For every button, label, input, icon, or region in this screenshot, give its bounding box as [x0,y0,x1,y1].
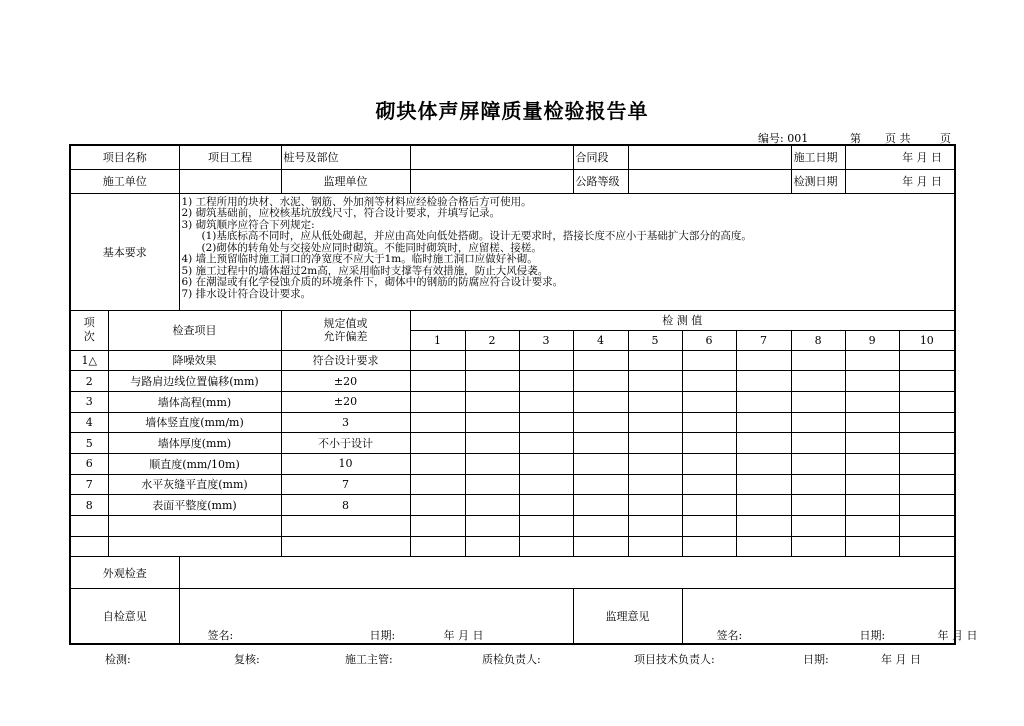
col-item-no: 项 次 [70,310,108,350]
measure-cell[interactable] [791,516,845,537]
measure-cell[interactable] [845,474,899,495]
measure-col-header: 9 [845,330,899,350]
measure-cell[interactable] [682,350,736,371]
measure-cell[interactable] [845,495,899,516]
row-spec: ±20 [281,391,410,412]
measure-cell[interactable] [519,453,573,474]
measure-cell[interactable] [465,433,519,454]
measure-cell[interactable] [628,536,682,557]
measure-cell[interactable] [845,391,899,412]
measure-cell[interactable] [519,536,573,557]
row-no: 4 [70,412,108,433]
row-spec: 不小于设计 [281,433,410,454]
measure-cell[interactable] [465,516,519,537]
road-grade-value[interactable] [628,169,791,193]
self-check-area[interactable] [179,589,573,644]
inspection-date-value[interactable]: 年 月 日 [845,169,955,193]
measure-cell[interactable] [465,536,519,557]
row-no: 5 [70,433,108,454]
row-no: 2 [70,371,108,392]
measure-cell[interactable] [899,391,955,412]
measure-cell[interactable] [736,433,791,454]
construction-unit-label: 施工单位 [70,169,179,193]
measure-cell[interactable] [682,495,736,516]
project-name-value[interactable]: 项目工程 [179,145,281,169]
measure-cell[interactable] [410,495,465,516]
measure-cell[interactable] [736,371,791,392]
requirement-line: 1) 工程所用的块材、水泥、钢筋、外加剂等材料应经检验合格后方可使用。 [181,195,532,208]
measure-col-header: 5 [628,330,682,350]
self-check-date-ymd: 年 月 日 [443,628,484,642]
measure-cell[interactable] [465,371,519,392]
measure-cell[interactable] [573,453,628,474]
row-no: 1△ [70,350,108,371]
table-row [70,391,955,412]
measure-cell[interactable] [465,474,519,495]
measure-cell[interactable] [628,495,682,516]
measure-cell[interactable] [682,371,736,392]
measure-cell[interactable] [791,371,845,392]
row-check-item [108,516,281,537]
measure-cell[interactable] [736,474,791,495]
supervision-unit-label: 监理单位 [281,169,410,193]
measure-cell[interactable] [465,412,519,433]
requirements-text [179,193,955,310]
row-no [70,536,108,557]
appearance-value[interactable] [179,557,955,589]
measure-cell[interactable] [465,350,519,371]
measure-cell[interactable] [628,371,682,392]
footer-tech: 项目技术负责人: [634,653,715,666]
measure-cell[interactable] [845,433,899,454]
measure-cell[interactable] [791,536,845,557]
measure-cell[interactable] [736,391,791,412]
station-value[interactable] [410,145,573,169]
measure-col-header: 8 [791,330,845,350]
row-check-item: 表面平整度(mm) [108,495,281,516]
footer-supervisor: 施工主管: [345,653,393,666]
measure-cell[interactable] [519,391,573,412]
requirement-line: 6) 在潮湿或有化学侵蚀介质的环境条件下，砌体中的钢筋的防腐应符合设计要求。 [181,276,564,288]
measure-cell[interactable] [465,495,519,516]
measure-cell[interactable] [682,474,736,495]
measure-cell[interactable] [845,371,899,392]
footer-qc: 质检负责人: [482,653,541,666]
measure-cell[interactable] [519,350,573,371]
requirements-label: 基本要求 [70,193,179,310]
measure-cell[interactable] [465,453,519,474]
measure-cell[interactable] [791,474,845,495]
page-mid: 页 共 [885,132,911,145]
road-grade-label: 公路等级 [573,169,628,193]
measure-cell[interactable] [628,350,682,371]
measure-cell[interactable] [791,391,845,412]
measure-cell[interactable] [791,433,845,454]
measure-cell[interactable] [410,433,465,454]
table-row [70,433,955,454]
measure-cell[interactable] [736,412,791,433]
contract-value[interactable] [628,145,791,169]
measure-cell[interactable] [628,453,682,474]
measure-cell[interactable] [899,453,955,474]
requirement-line: 5) 施工过程中的墙体超过2m高，应采用临时支撑等有效措施，防止大风侵袭。 [181,264,549,277]
requirement-line: (1)基底标高不同时，应从低处砌起，并应由高处向低处搭砌。设计无要求时，搭接长度不应小于基础扩大部分的高度。 [201,230,752,242]
measure-col-header: 7 [736,330,791,350]
measure-cell[interactable] [899,350,955,371]
self-check-label: 自检意见 [70,589,179,644]
self-check-sign-label: 签名: [207,628,234,642]
measure-cell[interactable] [845,350,899,371]
table-row [70,495,955,516]
measure-cell[interactable] [573,516,628,537]
row-spec: 符合设计要求 [281,350,410,371]
measure-cell[interactable] [736,453,791,474]
row-spec: 10 [281,453,410,474]
row-no: 8 [70,495,108,516]
row-check-item [108,536,281,557]
row-spec: 8 [281,495,410,516]
measure-cell[interactable] [682,433,736,454]
measure-cell[interactable] [682,453,736,474]
row-spec [281,536,410,557]
row-spec: ±20 [281,371,410,392]
row-check-item: 墙体厚度(mm) [108,433,281,454]
measure-cell[interactable] [736,350,791,371]
measure-cell[interactable] [519,474,573,495]
measure-cell[interactable] [573,371,628,392]
measure-col-header: 2 [465,330,519,350]
col-spec: 规定值或 允许偏差 [281,310,410,350]
contract-label: 合同段 [573,145,628,169]
measure-cell[interactable] [573,350,628,371]
table-row [70,474,955,495]
measure-cell[interactable] [628,412,682,433]
supervision-unit-value[interactable] [410,169,573,193]
measure-cell[interactable] [519,412,573,433]
measure-cell[interactable] [682,391,736,412]
footer-ymd: 年 月 日 [881,653,921,666]
table-row [70,516,955,537]
measure-cell[interactable] [410,391,465,412]
measure-cell[interactable] [573,536,628,557]
table-row [70,536,955,557]
measure-cell[interactable] [899,412,955,433]
row-no [70,516,108,537]
measure-cell[interactable] [410,371,465,392]
row-no: 6 [70,453,108,474]
measure-cell[interactable] [791,350,845,371]
table-row [70,453,955,474]
row-check-item: 与路肩边线位置偏移(mm) [108,371,281,392]
construction-date-label: 施工日期 [791,145,845,169]
supervision-sign-label: 签名: [716,628,743,642]
measure-cell[interactable] [410,536,465,557]
measure-cell[interactable] [899,371,955,392]
inspection-date-label: 检测日期 [791,169,845,193]
measure-cell[interactable] [899,474,955,495]
row-spec: 3 [281,412,410,433]
measure-cell[interactable] [410,474,465,495]
measure-cell[interactable] [573,433,628,454]
requirement-line: 3) 砌筑顺序应符合下列规定: [181,218,315,231]
measure-cell[interactable] [845,516,899,537]
self-check-date-label: 日期: [369,628,396,642]
measure-cell[interactable] [410,350,465,371]
measure-cell[interactable] [899,536,955,557]
row-spec: 7 [281,474,410,495]
measure-cell[interactable] [682,412,736,433]
requirement-line: (2)砌体的转角处与交接处应同时砌筑。不能同时砌筑时，应留槎、接槎。 [201,241,542,254]
measure-cell[interactable] [628,474,682,495]
appearance-label: 外观检查 [70,557,179,589]
measure-cell[interactable] [628,516,682,537]
station-label: 桩号及部位 [281,145,410,169]
measure-cell[interactable] [845,536,899,557]
measure-col-header: 3 [519,330,573,350]
requirement-line: 2) 砌筑基础前，应校核基坑放线尺寸，符合设计要求，并填写记录。 [181,207,501,219]
measure-cell[interactable] [736,516,791,537]
measure-cell[interactable] [736,536,791,557]
measure-cell[interactable] [845,412,899,433]
measure-cell[interactable] [573,474,628,495]
measure-cell[interactable] [519,371,573,392]
requirement-line: 4) 墙上预留临时施工洞口的净宽度不应大于1m。临时施工洞口应做好补砌。 [181,253,538,265]
measure-cell[interactable] [628,391,682,412]
page-title: 砌块体声屏障质量检验报告单 [375,99,649,123]
measure-cell[interactable] [519,433,573,454]
measure-cell[interactable] [682,536,736,557]
supervision-opinion-area[interactable] [682,589,978,644]
row-spec [281,516,410,537]
supervision-date-ymd: 年 月 日 [937,628,978,642]
report-table [69,144,978,645]
supervision-opinion-label: 监理意见 [573,589,682,644]
measure-cell[interactable] [791,453,845,474]
footer-inspect: 检测: [105,653,131,666]
measure-cell[interactable] [410,453,465,474]
measure-cell[interactable] [899,516,955,537]
measure-cell[interactable] [628,433,682,454]
row-check-item: 降噪效果 [108,350,281,371]
measure-col-header: 1 [410,330,465,350]
measure-cell[interactable] [845,453,899,474]
requirement-line: 7) 排水设计符合设计要求。 [181,287,312,300]
construction-unit-value[interactable] [179,169,281,193]
page-prefix: 第 [850,132,861,145]
page-suffix: 页 [940,132,951,145]
construction-date-value[interactable]: 年 月 日 [845,145,955,169]
measure-cell[interactable] [791,412,845,433]
row-check-item: 墙体高程(mm) [108,391,281,412]
measure-col-header: 6 [682,330,736,350]
footer-date: 日期: [803,653,829,666]
measure-cell[interactable] [465,391,519,412]
table-row [70,350,955,371]
footer-review: 复核: [234,653,260,666]
row-no: 3 [70,391,108,412]
measure-cell[interactable] [791,495,845,516]
measure-cell[interactable] [519,495,573,516]
measure-cell[interactable] [736,495,791,516]
row-check-item: 顺直度(mm/10m) [108,453,281,474]
measure-cell[interactable] [573,391,628,412]
measure-cell[interactable] [899,433,955,454]
measure-cell[interactable] [519,516,573,537]
supervision-date-label: 日期: [859,628,886,642]
measure-cell[interactable] [573,412,628,433]
measure-col-header: 10 [899,330,955,350]
row-check-item: 墙体竖直度(mm/m) [108,412,281,433]
table-row [70,371,955,392]
col-measured-values: 检 测 值 [410,310,955,330]
table-row [70,412,955,433]
measure-cell[interactable] [410,412,465,433]
row-no: 7 [70,474,108,495]
col-check-item: 检查项目 [108,310,281,350]
measure-cell[interactable] [899,495,955,516]
project-name-label: 项目名称 [70,145,179,169]
serial-number: 编号: 001 [758,132,809,145]
measure-col-header: 4 [573,330,628,350]
row-check-item: 水平灰缝平直度(mm) [108,474,281,495]
measure-cell[interactable] [410,516,465,537]
measure-cell[interactable] [682,516,736,537]
measure-cell[interactable] [573,495,628,516]
